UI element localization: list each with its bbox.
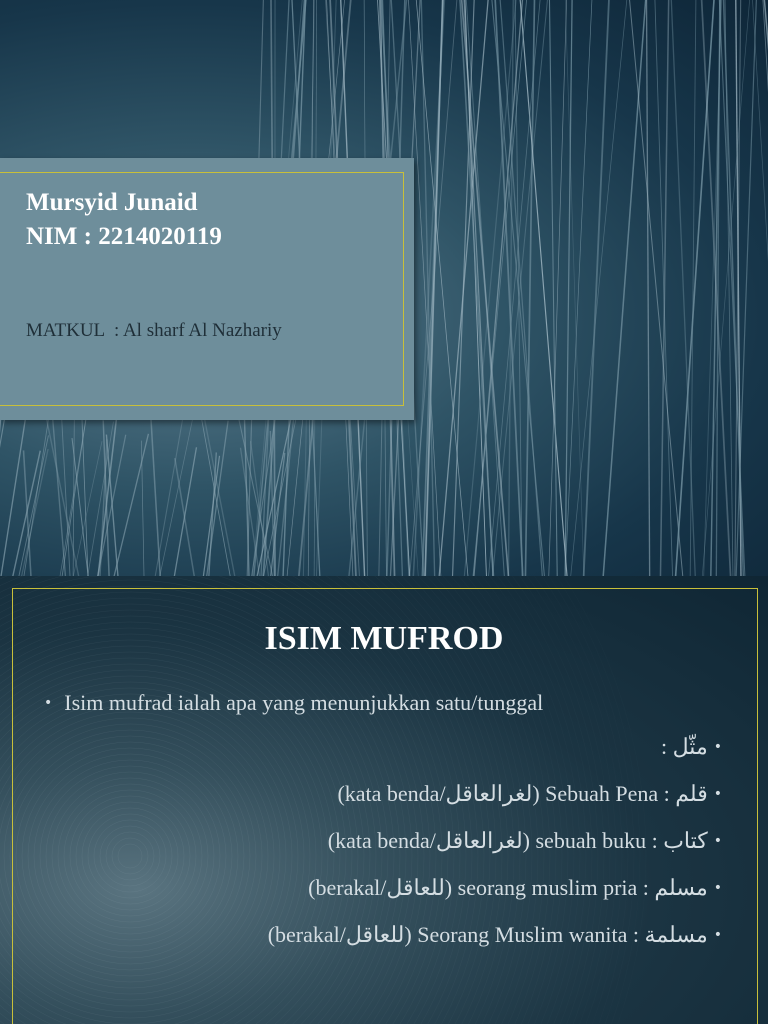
background-streak bbox=[459, 0, 494, 576]
example-text: كتاب : sebuah buku (لغرالعاقل/kata benda) bbox=[327, 828, 708, 853]
background-streak bbox=[141, 441, 144, 576]
definition-text: Isim mufrad ialah apa yang menunjukkan satu/tunggal bbox=[64, 690, 544, 715]
background-streak bbox=[461, 0, 510, 576]
bullet-dot-icon: • bbox=[713, 880, 722, 896]
bullet-dot-icon: • bbox=[713, 739, 722, 755]
slide-heading: ISIM MUFROD bbox=[264, 620, 504, 657]
course-label: MATKUL : Al sharf Al Nazhariy bbox=[26, 320, 282, 341]
example-text: مسلم : seorang muslim pria (للعاقل/berakal) bbox=[308, 875, 708, 900]
example-text: مثّل : bbox=[661, 734, 708, 759]
background-streak bbox=[602, 0, 646, 576]
background-streak bbox=[752, 0, 768, 576]
background-streak bbox=[762, 0, 768, 576]
example-item bbox=[268, 734, 722, 781]
example-item bbox=[268, 922, 722, 969]
background-streak bbox=[660, 0, 669, 576]
background-streak bbox=[53, 418, 67, 576]
background-streak bbox=[24, 450, 32, 576]
bullet-dot-icon: • bbox=[44, 695, 53, 711]
bullet-dot-icon: • bbox=[713, 927, 722, 943]
student-nim: NIM : 2214020119 bbox=[26, 223, 222, 250]
background-streak bbox=[0, 401, 28, 576]
background-streak bbox=[525, 0, 534, 576]
background-streak bbox=[565, 0, 584, 576]
background-streak bbox=[655, 0, 673, 576]
example-text: قلم : Sebuah Pena (لغرالعاقل/kata benda) bbox=[337, 781, 708, 806]
example-text: مسلمة : Seorang Muslim wanita (للعاقل/berakal) bbox=[267, 922, 708, 947]
background-streak bbox=[276, 403, 295, 576]
author-name: Mursyid Junaid bbox=[26, 189, 198, 216]
author-block bbox=[26, 186, 222, 254]
bullet-dot-icon: • bbox=[713, 786, 722, 802]
background-streak bbox=[244, 418, 249, 576]
background-streak bbox=[452, 0, 475, 576]
background-streak bbox=[549, 0, 557, 576]
background-streak bbox=[569, 0, 627, 576]
background-streak bbox=[150, 409, 161, 576]
background-streak bbox=[0, 420, 4, 576]
background-streak bbox=[565, 0, 572, 576]
example-item bbox=[268, 828, 722, 875]
example-item bbox=[268, 875, 722, 922]
definition-bullet bbox=[44, 690, 543, 716]
background-streak bbox=[629, 0, 684, 576]
background-streak bbox=[205, 421, 228, 576]
background-streak bbox=[16, 435, 48, 576]
bullet-dot-icon: • bbox=[713, 833, 722, 849]
examples-list bbox=[268, 734, 722, 969]
background-streak bbox=[203, 411, 237, 576]
background-streak bbox=[583, 0, 609, 576]
background-streak bbox=[764, 0, 768, 576]
background-streak bbox=[646, 0, 649, 576]
example-item bbox=[268, 781, 722, 828]
background-streak bbox=[199, 406, 233, 576]
